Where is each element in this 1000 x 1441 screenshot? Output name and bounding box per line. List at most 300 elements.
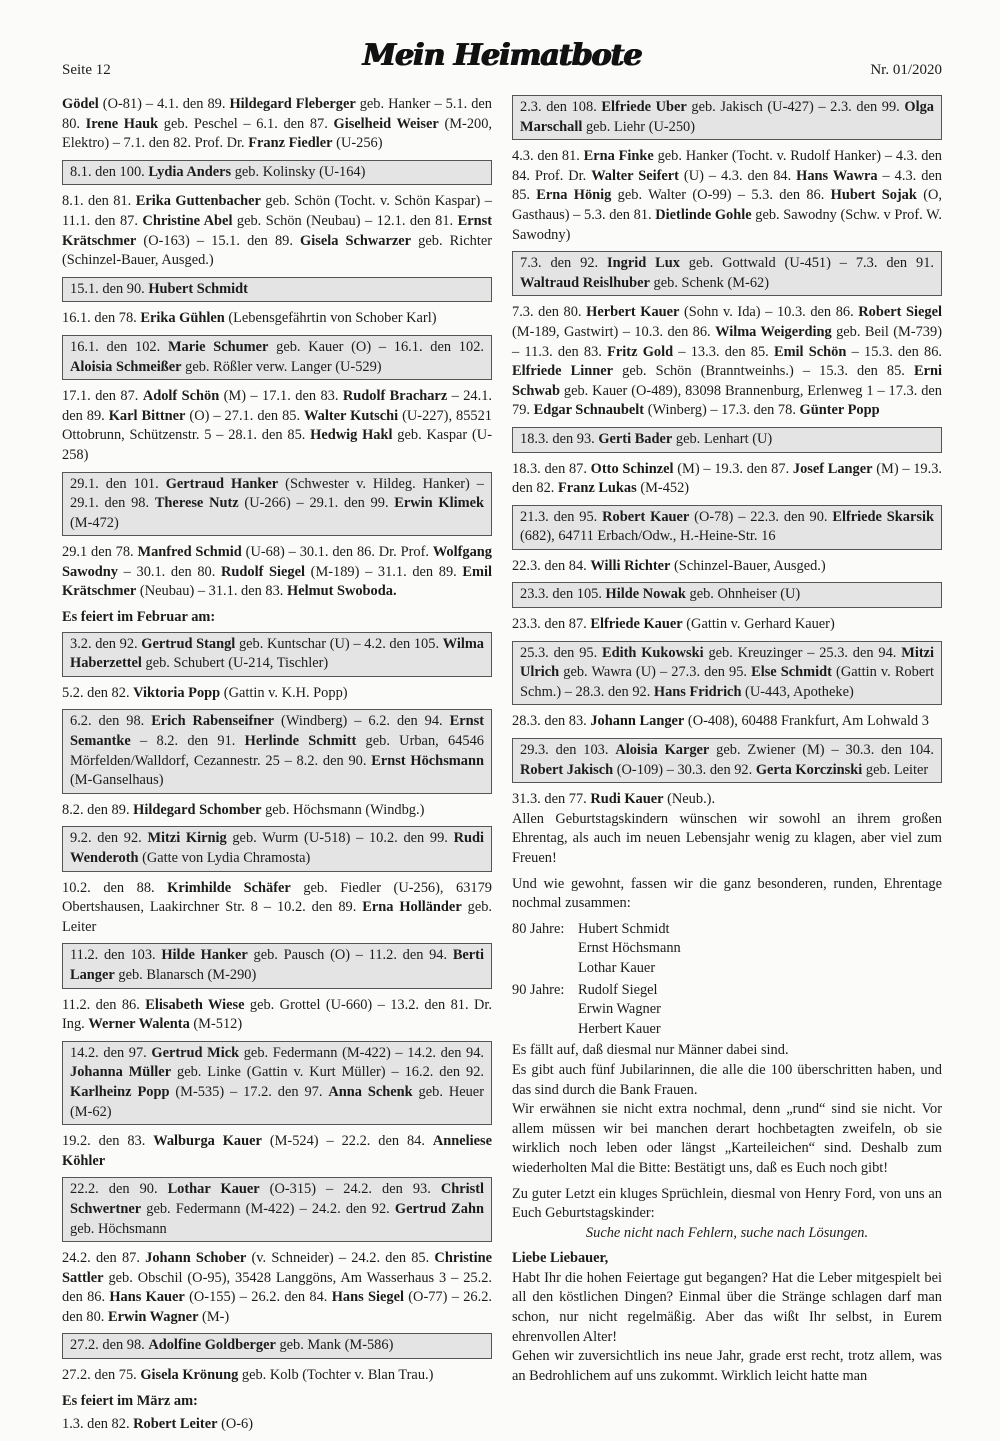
name-text: Fritz Gold <box>607 343 674 360</box>
p-kroenung <box>62 1366 492 1386</box>
jubilee-group <box>512 981 942 1040</box>
p-feiertage <box>512 1269 942 1347</box>
name-text: Ernst Semantke <box>70 713 484 750</box>
entry-text: 8.1. den 100. <box>70 163 149 180</box>
name-text: Rudolf Bracharz <box>342 388 448 405</box>
entry-text: (M-472) <box>70 514 119 531</box>
entry-text: 7.3. den 92. <box>520 255 608 272</box>
name-text: Franz Lukas <box>557 480 637 497</box>
entry-text: geb. Kuntschar (U) – 4.2. den 105. <box>235 635 443 652</box>
entry-text: 27.2. den 75. <box>62 1367 141 1384</box>
entry-text: (O-408), 60488 Frankfurt, Am Lohwald 3 <box>684 713 929 730</box>
entry-text: (O-155) – 26.2. den 84. <box>184 1289 332 1306</box>
entry-text: (Gattin v. Robert Schm.) – 28.3. den 92. <box>520 664 934 700</box>
closing-text <box>512 1041 942 1386</box>
entry-text: geb. Kreuzinger – 25.3. den 94. <box>703 644 902 661</box>
entry-text: (M-512) <box>189 1016 243 1033</box>
entry-text: geb. Hanker – 5.1. den 80. <box>62 96 492 132</box>
box-lux <box>512 251 942 296</box>
name-text: Ernst Höchsmann <box>371 752 484 769</box>
entry-text: geb. Wurm (U-518) – 10.2. den 99. <box>226 830 454 847</box>
name-text: Waltraud Reislhuber <box>520 274 650 291</box>
entry-text: geb. Beil (M-739) – 11.3. den 83. <box>512 323 942 360</box>
quote-ford <box>512 1224 942 1244</box>
entry-text: – 30.1. den 80. <box>118 563 221 580</box>
entry-text: 24.2. den 87. <box>62 1250 146 1267</box>
entry-text: (O-81) – 4.1. den 89. <box>98 96 230 112</box>
entry-text: 11.2. den 103. <box>70 947 162 964</box>
heading-february <box>62 608 492 628</box>
entry-text: 3.2. den 92. <box>70 635 142 652</box>
entry-text: 8.1. den 81. <box>62 193 136 210</box>
p-summary <box>512 875 942 914</box>
name-text: Anna Schenk <box>328 1083 413 1100</box>
p-schoen <box>62 387 492 465</box>
name-text: Elfriede Skarsik <box>832 508 934 525</box>
entry-text: geb. Sawodny (Schw. v Prof. W. Sawodny) <box>512 206 942 243</box>
name-text: Emil Krätschmer <box>62 563 493 600</box>
right-column <box>512 95 942 1392</box>
jubilee-names <box>578 920 942 979</box>
p-neujahr <box>512 1347 942 1386</box>
entry-text: geb. Blanarsch (M-290) <box>114 966 257 983</box>
name-text: Robert Jakisch <box>520 761 614 778</box>
name-text: Wilma Weigerding <box>715 323 832 340</box>
box-lothar <box>62 1177 492 1242</box>
p-rudi-kauer <box>512 790 942 810</box>
jubilee-names <box>578 981 942 1040</box>
entry-text: 28.3. den 83. <box>512 713 591 730</box>
entry-text: (M) – 19.3. den 87. <box>673 460 793 477</box>
name-text: Walburga Kauer <box>153 1133 262 1150</box>
entry-text: geb. Leiter <box>62 899 493 935</box>
entry-text: 31.3. den 77. <box>512 791 591 808</box>
name-text: Hildegard Fleberger <box>229 96 356 112</box>
entry-text: (M-) <box>198 1308 230 1325</box>
name-text: Walter Seifert <box>591 167 679 184</box>
entry-text: 23.3. den 87. <box>512 616 591 633</box>
entry-text: (Gatte von Lydia Chramosta) <box>138 850 311 866</box>
jubilee-name: Ernst Höchsmann <box>578 940 681 957</box>
name-text: Berti Langer <box>70 947 484 983</box>
name-text: Erwin Klimek <box>394 495 485 512</box>
name-text: Hubert Sojak <box>830 187 917 204</box>
name-text: Walter Kutschi <box>304 407 399 424</box>
entry-text: geb. Gottwald (U-451) – 7.3. den 91. <box>679 255 934 272</box>
entry-text: (M-Ganselhaus) <box>70 772 164 789</box>
entry-text: (M-524) – 22.2. den 84. <box>261 1133 433 1150</box>
entry-text: Es gibt auch fünf Jubilarinnen, die alle die 100 überschritten haben, und das sind durch die Bank Frauen. <box>512 1061 942 1098</box>
entry-text: (Sohn v. Ida) – 10.3. den 86. <box>679 304 859 321</box>
page-number: Seite 12 <box>62 62 111 78</box>
name-text: Wilma Haberzettel <box>70 635 484 672</box>
name-text: Edith Kukowski <box>602 644 704 661</box>
entry-text: 21.3. den 95. <box>520 508 603 525</box>
name-text: Mitzi Ulrich <box>520 644 934 681</box>
entry-text: geb. Mank (M-586) <box>275 1337 394 1354</box>
p-schober <box>62 1249 492 1327</box>
entry-text: geb. Rößler verw. Langer (U-529) <box>181 358 382 375</box>
jubilee-name: Rudolf Siegel <box>578 981 658 998</box>
name-text: Hans Siegel <box>331 1289 404 1306</box>
entry-text: geb. Liehr (U-250) <box>582 118 696 135</box>
entry-text: geb. Ohnheiser (U) <box>685 586 801 603</box>
name-text: Hans Fridrich <box>653 683 742 700</box>
name-text: Hilde Nowak <box>605 586 686 603</box>
entry-text: 6.2. den 98. <box>70 713 152 730</box>
box-goldberger <box>62 1333 492 1359</box>
page-header <box>62 36 942 80</box>
entry-text: geb. Schubert (U-214, Tischler) <box>141 655 329 672</box>
entry-text: 29.1. den 101. <box>70 475 166 492</box>
entry-text: 25.3. den 95. <box>520 644 603 661</box>
entry-text: geb. Wawra (U) – 27.3. den 95. <box>559 664 752 681</box>
name-text: Hilde Hanker <box>161 947 248 964</box>
entry-text: geb. Fiedler (U-256), 63179 Obertshausen, Laakirchner Str. 8 – 10.2. den 89. <box>62 879 493 916</box>
p-herbert <box>512 303 942 421</box>
p-karteileichen <box>512 1100 942 1178</box>
jubilee-group <box>512 920 942 979</box>
name-text: Olga Marschall <box>520 99 934 135</box>
entry-text: (Schinzel-Bauer, Ausged.) <box>670 557 826 574</box>
entry-text: geb. Kaspar (U-258) <box>62 427 492 463</box>
entry-text: geb. Kolb (Tochter v. Blan Trau.) <box>238 1367 434 1384</box>
entry-text: (M-200, Elektro) – 7.1. den 82. Prof. Dr. <box>62 115 493 152</box>
entry-text: (Neubau) – 31.1. den 83. <box>136 583 287 600</box>
entry-text: geb. Federmann (M-422) – 14.2. den 94. <box>239 1044 485 1061</box>
entry-text: (O-6) <box>217 1416 254 1433</box>
p-schaefer <box>62 879 492 938</box>
name-text: Ernst Krätschmer <box>62 212 492 249</box>
name-text: Gertrud Zahn <box>394 1200 484 1217</box>
name-text: Hedwig Hakl <box>310 427 393 444</box>
entry-text: 4.3. den 81. <box>512 148 584 165</box>
entry-text: (Schwester v. Hildeg. Hanker) – 29.1. den 98. <box>70 475 484 512</box>
entry-text: geb. Walter (O-99) – 5.3. den 86. <box>611 187 831 204</box>
name-text: Dietlinde Gohle <box>655 206 752 223</box>
entry-text: geb. Schenk (M-62) <box>649 274 770 291</box>
entry-text: – 13.3. den 85. <box>673 343 774 360</box>
entry-text: Habt Ihr die hohen Feiertage gut begangen? Hat die Leber mitgespielt bei all den köstlichen Dingen? Einmal über die Stränge schlagen darf man schon, nur nicht regelmäßig. Aber das wißt Ihr selbst, in Eurem ehrenvollen Alter! <box>512 1269 942 1345</box>
name-text: Erna Finke <box>583 148 654 165</box>
p-richter <box>512 557 942 577</box>
entry-text: 18.3. den 93. <box>520 430 599 447</box>
box-anders <box>62 160 492 186</box>
entry-text: – 15.3. den 86. <box>846 343 943 360</box>
entry-text: 17.1. den 87. <box>62 388 143 405</box>
entry-text: – 8.2. den 91. <box>130 733 245 750</box>
p-popp <box>62 684 492 704</box>
name-text: Gisela Schwarzer <box>300 232 412 249</box>
entry-text: (M-452) <box>636 480 690 497</box>
name-text: Robert Leiter <box>133 1416 218 1433</box>
name-text: Franz Fiedler <box>248 135 333 152</box>
name-text: Lothar Kauer <box>167 1181 260 1198</box>
name-text: Irene Hauk <box>85 115 159 132</box>
name-text: Christine Sattler <box>62 1250 492 1286</box>
name-text: Aloisia Karger <box>615 742 710 759</box>
box-hilde-hanker <box>62 943 492 988</box>
p-wiese <box>62 996 492 1035</box>
name-text: Liebe Liebauer, <box>512 1250 609 1267</box>
entry-text: geb. Federmann (M-422) – 24.2. den 92. <box>141 1200 395 1217</box>
box-kirnig <box>62 826 492 871</box>
box-nowak <box>512 582 942 608</box>
entry-text: 29.1 den 78. <box>62 544 138 561</box>
name-text: Mitzi Kirnig <box>147 830 227 847</box>
entry-text: (Gattin v. Gerhard Kauer) <box>682 616 835 633</box>
entry-text: geb. Schön (Branntweinhs.) – 15.3. den 85. <box>613 363 914 380</box>
issue-number: Nr. 01/2020 <box>870 62 942 78</box>
box-uber <box>512 95 942 140</box>
entry-text: (O-77) – 26.2. den 80. <box>62 1289 492 1325</box>
entry-text: 11.2. den 86. <box>62 996 146 1013</box>
box-schmidt <box>62 277 492 303</box>
name-text: Giselheid Weiser <box>333 115 439 132</box>
entry-text: 5.2. den 82. <box>62 684 134 701</box>
entry-text: geb. Heuer (M-62) <box>70 1083 484 1120</box>
entry-text: – 4.3. den 85. <box>512 167 942 204</box>
name-text: Gertrud Stangl <box>141 635 236 652</box>
name-text: Erna Holländer <box>362 899 462 916</box>
entry-text: (O-163) – 15.1. den 89. <box>136 232 301 249</box>
entry-text: geb. Leiter <box>862 761 929 778</box>
entry-text: (Lebensgefährtin von Schober Karl) <box>224 310 437 327</box>
right-birthday-list <box>512 95 942 914</box>
entry-text: geb. Richter (Schinzel-Bauer, Ausged.) <box>62 232 492 269</box>
box-rabenseifner <box>62 709 492 793</box>
p-men <box>512 1041 942 1061</box>
entry-text: Gehen wir zuversichtlich ins neue Jahr, grade erst recht, trotz allem, was an Bedrohlichem auf uns zukommt. Wirklich leicht hatte man <box>512 1348 942 1384</box>
entry-text: geb. Peschel – 6.1. den 87. <box>158 115 334 132</box>
entry-text: geb. Höchsmann <box>70 1220 167 1237</box>
entry-text: geb. Hanker (Tocht. v. Rudolf Hanker) – 4.3. den 84. Prof. Dr. <box>512 148 942 184</box>
name-text: Elfriede Uber <box>601 99 687 115</box>
name-text: Werner Walenta <box>88 1016 190 1033</box>
name-text: Anneliese Köhler <box>62 1133 493 1169</box>
entry-text: Suche nicht nach Fehlern, suche nach Lösungen. <box>585 1224 869 1241</box>
entry-text: – 24.1. den 89. <box>62 388 493 424</box>
name-text: Erwin Wagner <box>107 1308 199 1325</box>
name-text: Elfriede Kauer <box>590 616 683 633</box>
entry-text: (U-68) – 30.1. den 86. Dr. Prof. <box>241 544 433 561</box>
name-text: Gerta Korczinski <box>755 761 863 778</box>
name-text: Gödel <box>62 96 99 112</box>
name-text: Lydia Anders <box>148 163 232 180</box>
entry-text: 18.3. den 87. <box>512 460 591 477</box>
name-text: Gisela Krönung <box>140 1367 239 1384</box>
entry-text: (U-227), 85521 Ottobrunn, Schützenstr. 5 – 28.1. den 85. <box>62 407 492 444</box>
entry-text: geb. Obschil (O-95), 35428 Langgöns, Am Wasserhaus 3 – 25.2. den 86. <box>62 1269 492 1306</box>
name-text: Gerti Bader <box>598 430 673 447</box>
name-text: Adolfine Goldberger <box>148 1337 276 1354</box>
entry-text: Zu guter Letzt ein kluges Sprüchlein, diesmal von Henry Ford, von uns an Euch Geburtstagskinder: <box>512 1185 942 1222</box>
p-wishes <box>512 810 942 869</box>
name-text: Erich Rabenseifner <box>151 713 275 730</box>
entry-text: 1.3. den 82. <box>62 1416 134 1433</box>
entry-text: geb. Zwiener (M) – 30.3. den 104. <box>709 742 934 759</box>
name-text: Viktoria Popp <box>133 684 221 701</box>
entry-text: geb. Urban, 64546 Mörfelden/Walldorf, Cezannestr. 25 – 8.2. den 90. <box>70 733 484 769</box>
name-text: Adolf Schön <box>142 388 220 405</box>
masthead-logo: Mein Heimatbote <box>362 38 642 73</box>
box-schumer <box>62 335 492 380</box>
entry-text: geb. Kauer (O-489), 83098 Brannenburg, Erlenweg 1 – 17.3. den 79. <box>512 382 942 419</box>
name-text: Rudolf Siegel <box>221 563 306 580</box>
name-text: Emil Schön <box>773 343 847 360</box>
name-text: Manfred Schmid <box>137 544 242 561</box>
name-text: Rudi Wenderoth <box>70 830 484 866</box>
entry-text: 15.1. den 90. <box>70 280 149 297</box>
entry-text: (Gattin v. K.H. Popp) <box>220 684 348 701</box>
entry-text: (U-256) <box>332 135 383 152</box>
entry-text: (M) – 19.3. den 82. <box>512 460 943 497</box>
name-text: Hans Wawra <box>796 167 878 184</box>
name-text: Helmut Swoboda. <box>287 583 397 600</box>
name-text: Otto Schinzel <box>590 460 674 477</box>
entry-text: (Windberg) – 6.2. den 94. <box>274 713 450 730</box>
entry-text: geb. Grottel (U-660) – 13.2. den 81. Dr. Ing. <box>62 996 492 1033</box>
jubilee-name: Erwin Wagner <box>578 1001 661 1018</box>
name-text: Herbert Kauer <box>586 304 680 321</box>
name-text: Erika Gühlen <box>140 310 225 327</box>
jubilee-age-label: 80 Jahre: <box>512 920 565 937</box>
p-johann-langer <box>512 712 942 732</box>
entry-text: (U) – 4.3. den 84. <box>678 167 797 184</box>
jubilee-summary <box>512 920 942 1040</box>
name-text: Wolfgang Sawodny <box>62 544 492 580</box>
entry-text: 22.3. den 84. <box>512 557 591 574</box>
entry-text: Allen Geburtstagskindern wünschen wir sowohl an ihrem großen Ehrentag, als auch im neuen Lebensjahr wenig zu klagen, aber viel zum Freuen! <box>512 810 942 866</box>
entry-text: geb. Schön (Neubau) – 12.1. den 81. <box>232 212 458 229</box>
entry-text: (Neub.). <box>663 791 716 808</box>
entry-text: 16.1. den 78. <box>62 310 141 327</box>
entry-text: 10.2. den 88. <box>62 879 168 896</box>
entry-text: Es fällt auf, daß diesmal nur Männer dabei sind. <box>512 1042 789 1059</box>
p-schinzel <box>512 460 942 499</box>
name-text: Elfriede Linner <box>512 363 614 380</box>
entry-text: (M-189, Gastwirt) – 10.3. den 86. <box>512 323 716 340</box>
jubilee-name: Hubert Schmidt <box>578 920 670 937</box>
name-text: Hildegard Schomber <box>133 801 262 818</box>
jubilee-name: Herbert Kauer <box>578 1020 661 1037</box>
name-text: Erna Hönig <box>536 187 612 204</box>
name-text: Aloisia Schmeißer <box>70 358 182 375</box>
p-walburga <box>62 1132 492 1171</box>
name-text: Elisabeth Wiese <box>145 996 245 1013</box>
box-mick <box>62 1041 492 1125</box>
p-women <box>512 1061 942 1100</box>
entry-text: geb. Linke (Gattin v. Kurt Müller) – 16.2. den 92. <box>171 1064 484 1081</box>
name-text: Es feiert im März am: <box>62 1392 198 1409</box>
name-text: Johanna Müller <box>70 1064 172 1081</box>
entry-text: 14.2. den 97. <box>70 1044 152 1061</box>
name-text: Gertrud Mick <box>151 1044 240 1061</box>
entry-text: Und wie gewohnt, fassen wir die ganz besonderen, runden, Ehrentage nochmal zusammen: <box>512 875 942 912</box>
entry-text: (Winberg) – 17.3. den 78. <box>644 402 800 419</box>
name-text: Krimhilde Schäfer <box>167 879 291 896</box>
entry-text: (O) – 27.1. den 85. <box>185 407 305 424</box>
p-schomber <box>62 801 492 821</box>
name-text: Robert Kauer <box>602 508 690 525</box>
entry-text: (O-315) – 24.2. den 93. <box>259 1181 441 1198</box>
entry-text: (M-189) – 31.1. den 89. <box>305 563 463 580</box>
name-text: Robert Siegel <box>858 304 942 321</box>
entry-text: 27.2. den 98. <box>70 1337 149 1354</box>
name-text: Josef Langer <box>792 460 873 477</box>
entry-text: geb. Jakisch (U-427) – 2.3. den 99. <box>686 99 905 115</box>
entry-text: 23.3. den 105. <box>520 586 606 603</box>
name-text: Edgar Schnaubelt <box>533 402 645 419</box>
jubilee-age-label: 90 Jahre: <box>512 981 565 998</box>
entry-text: (O-109) – 30.3. den 92. <box>613 761 756 778</box>
entry-text: geb. Schön (Tocht. v. Schön Kaspar) – 11.1. den 87. <box>62 193 492 229</box>
name-text: Karlheinz Popp <box>70 1083 170 1100</box>
name-text: Karl Bittner <box>108 407 186 424</box>
name-text: Erni Schwab <box>512 363 942 399</box>
heading-liebauer <box>512 1249 942 1269</box>
box-karger <box>512 738 942 783</box>
name-text: Günter Popp <box>799 402 880 419</box>
entry-text: 22.2. den 90. <box>70 1181 168 1198</box>
entry-text: Wir erwähnen sie nicht extra nochmal, denn „rund“ sind sie nicht. Vor allem müssen wir bei manchen derart hochbetagten zweifeln, ob sie wirklich noch leben oder längst „Karteileichen“ sind. Deshalb zum wiederholten Mal die Bitte: Bestätigt uns, daß es Euch noch gibt! <box>512 1101 942 1176</box>
entry-text: (v. Schneider) – 24.2. den 85. <box>246 1250 435 1267</box>
p-leiter <box>62 1415 492 1435</box>
entry-text: geb. Kauer (O) – 16.1. den 102. <box>268 338 484 355</box>
entry-text: 29.3. den 103. <box>520 742 616 759</box>
box-hanker <box>62 472 492 537</box>
entry-text: (O-78) – 22.3. den 90. <box>689 508 833 525</box>
name-text: Gertraud Hanker <box>165 475 279 492</box>
entry-text: (O, Gasthaus) – 5.3. den 81. <box>512 187 942 223</box>
name-text: Marie Schumer <box>167 338 269 355</box>
entry-text: 19.2. den 83. <box>62 1133 154 1150</box>
name-text: Ingrid Lux <box>607 255 680 272</box>
name-text: Christl Schwertner <box>70 1181 484 1217</box>
entry-text: 2.3. den 108. <box>520 99 602 115</box>
box-robert-kauer <box>512 505 942 550</box>
name-text: Else Schmidt <box>751 664 832 681</box>
p-elfriede-kauer <box>512 615 942 635</box>
p-guttenbacher <box>62 192 492 270</box>
entry-text: 7.3. den 80. <box>512 304 587 321</box>
p-schmid <box>62 543 492 602</box>
p-goedel <box>62 95 492 154</box>
box-stangl <box>62 632 492 677</box>
name-text: Hubert Schmidt <box>148 280 248 297</box>
entry-text: (M) – 17.1. den 83. <box>219 388 343 405</box>
entry-text: (U-443, Apotheke) <box>741 683 854 700</box>
jubilee-name: Lothar Kauer <box>578 959 656 976</box>
entry-text: 8.2. den 89. <box>62 801 134 818</box>
name-text: Es feiert im Februar am: <box>62 609 216 626</box>
name-text: Johann Schober <box>145 1250 247 1267</box>
name-text: Hans Kauer <box>109 1289 185 1306</box>
name-text: Therese Nutz <box>154 495 239 512</box>
entry-text: geb. Höchsmann (Windbg.) <box>261 801 425 818</box>
entry-text: geb. Pausch (O) – 11.2. den 94. <box>247 947 453 964</box>
box-bader <box>512 427 942 453</box>
name-text: Willi Richter <box>590 557 671 574</box>
name-text: Rudi Kauer <box>590 791 664 808</box>
entry-text: geb. Kolinsky (U-164) <box>231 163 366 180</box>
name-text: Herlinde Schmitt <box>244 733 357 750</box>
entry-text: (M-535) – 17.2. den 97. <box>169 1083 329 1100</box>
entry-text: (U-266) – 29.1. den 99. <box>238 495 395 512</box>
name-text: Christine Abel <box>142 212 233 229</box>
p-guehlen <box>62 309 492 329</box>
p-ford <box>512 1185 942 1224</box>
